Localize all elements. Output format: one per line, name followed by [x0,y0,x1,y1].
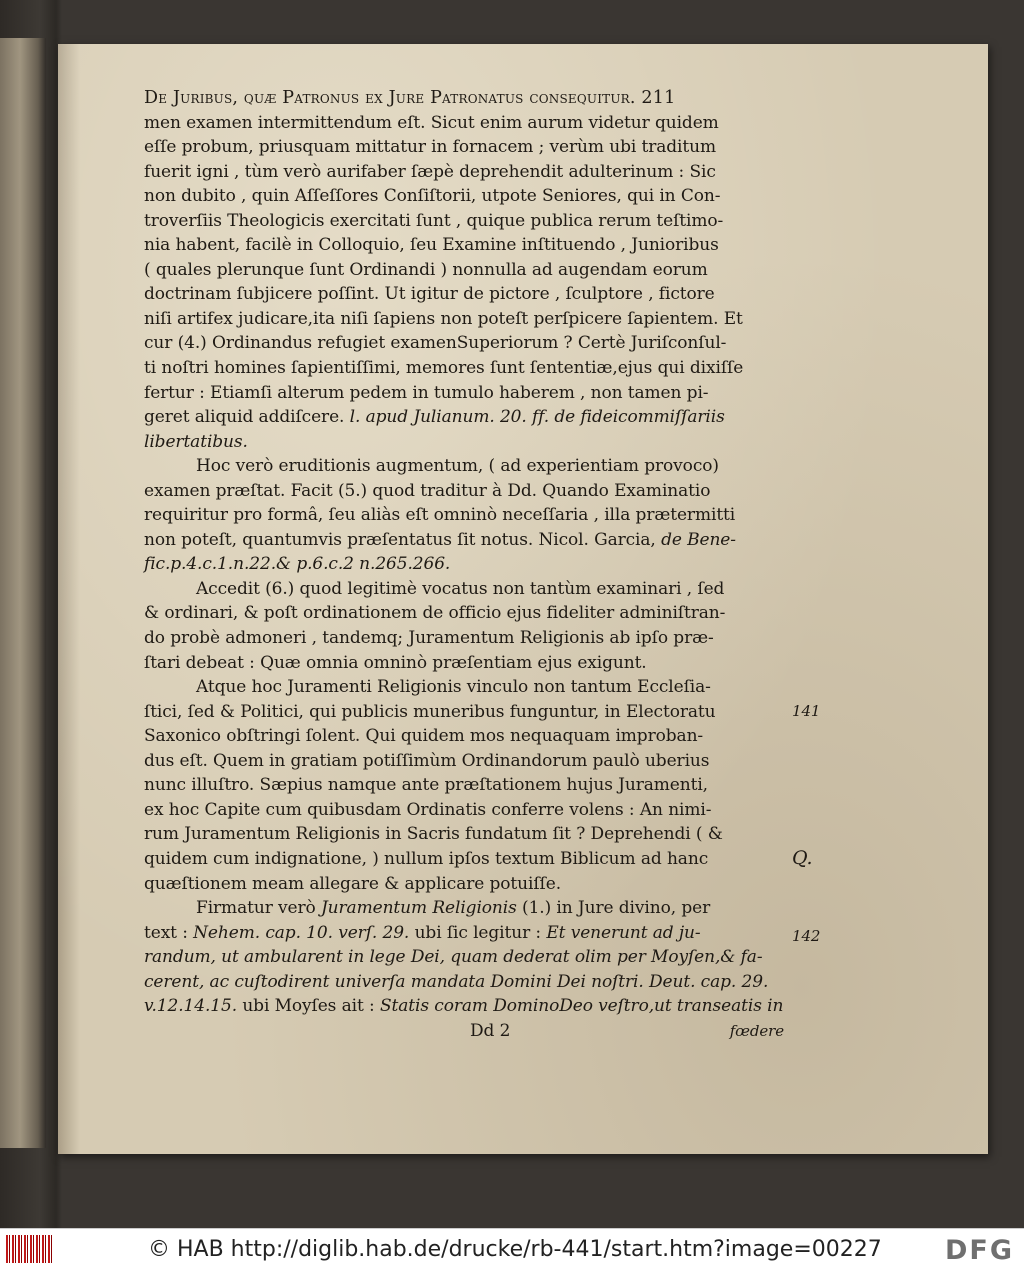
paragraph-start: Hoc verò eruditionis augmentum, ( ad experientiam provoco) [196,456,719,477]
footer-bar [0,1228,1024,1269]
text-line: cerent, ac cuſtodirent univerſa mandata Domini Dei noſtri. Deut. cap. 29. [144,971,769,992]
catchword: fœdere [729,1021,784,1040]
text-line: fic.p.4.c.1.n.22.& p.6.c.2 n.265.266. [144,554,451,575]
text-line: do probè admoneri , tandemq; Juramentum Religionis ab ipſo præ- [144,628,714,649]
text-segment: Firmatur verò [196,898,316,919]
text-line: rum Juramentum Religionis in Sacris fundatum ſit ? Deprehendi ( & [144,824,723,845]
text-line: ſtici, ſed & Politici, qui publicis muneribus funguntur, in Electoratu [144,701,716,722]
text-line: requiritur pro formâ, ſeu aliàs eſt omninò neceſſaria , illa prætermitti [144,505,736,526]
text-line: & ordinari, & poſt ordinationem de officio ejus fideliter adminiſtran- [144,603,726,624]
previous-page-edge [0,38,46,1148]
text-line: troverſiis Theologicis exercitati ſunt , quique publica rerum teſtimo- [144,210,724,231]
text-segment: geret aliquid addiſcere. [144,407,345,428]
text-line: nunc illuſtro. Sæpius namque ante præſtationem hujus Juramenti, [144,775,708,796]
text-line: quæſtionem meam allegare & applicare potuiſſe. [144,873,561,894]
text-line: Saxonico obſtringi ſolent. Qui quidem mos nequaquam improban- [144,726,704,747]
margin-note-141: 141 [792,702,821,720]
text-line: niſi artifex judicare,ita niſi ſapiens non poteſt perſpicere ſapientem. Et [144,308,743,329]
barcode-icon [6,1235,52,1263]
margin-note-symbol: Q. [792,847,813,869]
text-line [144,994,784,1019]
signature-line [144,1019,784,1044]
quotation: Et venerunt ad ju- [546,922,701,943]
text-segment: ubi Moyſes ait : [242,996,375,1017]
text-line: fertur : Etiamſi alterum pedem in tumulo haberem , non tamen pi- [144,382,709,403]
copyright-url[interactable]: © HAB http://diglib.hab.de/drucke/rb-441/start.htm?image=00227 [148,1236,882,1262]
text-line: cur (4.) Ordinandus refugiet examenSuperiorum ? Certè Juriſconſul- [144,333,727,354]
text-line: dus eſt. Quem in gratiam potiſſimùm Ordinandorum paulò uberius [144,750,710,771]
text-segment: text : [144,922,188,943]
italic-term: Juramentum Religionis [320,898,517,919]
text-line [144,528,784,553]
paragraph-start: Accedit (6.) quod legitimè vocatus non tantùm examinari , ſed [196,578,725,599]
citation: Nehem. cap. 10. verſ. 29. [193,922,410,943]
quotation: Statis coram DominoDeo veſtro,ut transeatis in [379,996,784,1017]
running-header: De Juribus, quæ Patronus ex Jure Patronatus consequitur. 211 [144,88,676,108]
page-text [144,86,821,1043]
text-line: men examen intermittendum eſt. Sicut enim aurum videtur quidem [144,112,719,133]
text-segment: (1.) in Jure divino, per [522,898,711,919]
margin-note-142: 142 [792,927,821,945]
citation: l. apud Julianum. 20. ff. de fideicommiſſariis [349,407,725,428]
text-line: ( quales plerunque ſunt Ordinandi ) nonnulla ad augendam eorum [144,259,708,280]
text-line [144,405,784,430]
text-line: ſtari debeat : Quæ omnia omninò præſentiam ejus exigunt. [144,652,647,673]
dfg-logo: DFG [944,1235,1014,1266]
text-line: ti noſtri homines ſapientiſſimi, memores ſunt ſententiæ,ejus qui dixiſſe [144,358,744,379]
text-line: non dubito , quin Aſſeſſores Conſiſtorii, utpote Seniores, qui in Con- [144,186,721,207]
text-line: ex hoc Capite cum quibusdam Ordinatis conferre volens : An nimi- [144,799,712,820]
citation: de Bene- [661,529,736,550]
paragraph-start [144,896,784,921]
text-line: doctrinam ſubjicere poſſint. Ut igitur de pictore , ſculptore , fictore [144,284,715,305]
text-segment: ubi ſic legitur : [414,922,542,943]
text-line: eſſe probum, priusquam mittatur in fornacem ; verùm ubi traditum [144,137,716,158]
text-line: examen præſtat. Facit (5.) quod traditur à Dd. Quando Examinatio [144,480,711,501]
text-line: randum, ut ambularent in lege Dei, quam dederat olim per Moyſen,& fa- [144,947,763,968]
text-segment: non poteſt, quantumvis præſentatus ſit notus. Nicol. Garcia, [144,529,656,550]
text-line: fuerit igni , tùm verò aurifaber ſæpè deprehendit adulterinum : Sic [144,161,716,182]
text-line: libertatibus. [144,431,248,452]
text-line: nia habent, facilè in Colloquio, ſeu Examine inſtituendo , Junioribus [144,235,719,256]
signature-mark: Dd 2 [470,1020,511,1041]
text-line: quidem cum indignatione, ) nullum ipſos textum Biblicum ad hanc [144,848,709,869]
paragraph-start: Atque hoc Juramenti Religionis vinculo non tantum Eccleſia- [196,677,711,698]
text-line [144,921,784,946]
citation: v.12.14.15. [144,996,237,1017]
